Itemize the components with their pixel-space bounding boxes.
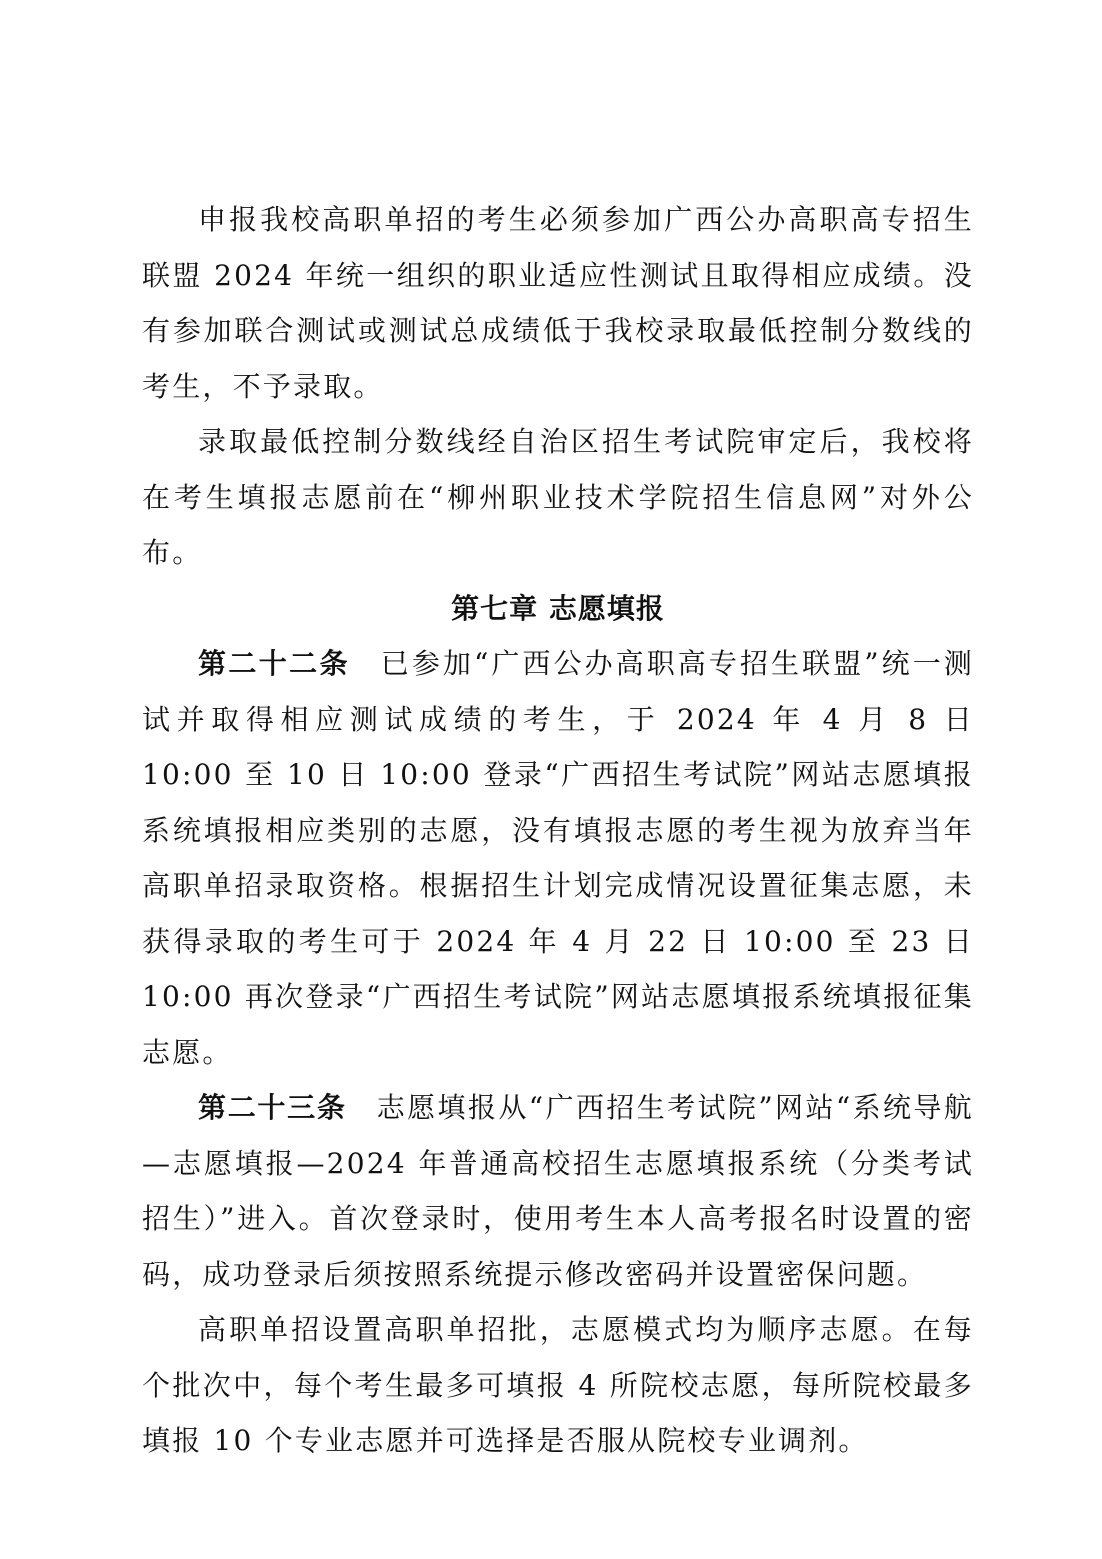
paragraph-volunteer-mode: 高职单招设置高职单招批，志愿模式均为顺序志愿。在每个批次中，每个考生最多可填报 4 所院校志愿，每所院校最多填报 10 个专业志愿并可选择是否服从院校专业调剂。 xyxy=(142,1313,974,1457)
article-23-label: 第二十三条 xyxy=(198,1091,347,1124)
article-22 xyxy=(142,636,974,1080)
paragraph-score-announcement: 录取最低控制分数线经自治区招生考试院审定后，我校将在考生填报志愿前在“柳州职业技术学院招生信息网”对外公布。 xyxy=(142,425,974,569)
document-page xyxy=(142,192,974,1469)
paragraph-test-requirement: 申报我校高职单招的考生必须参加广西公办高职高专招生联盟 2024 年统一组织的职业适应性测试且取得相应成绩。没有参加联合测试或测试总成绩低于我校录取最低控制分数线的考生，不予录取。 xyxy=(142,203,974,403)
article-22-label: 第二十二条 xyxy=(198,647,350,680)
article-22-text: 已参加“广西公办高职高专招生联盟”统一测试并取得相应测试成绩的考生，于 2024 年 4 月 8 日 10:00 至 10 日 10:00 登录“广西招生考试院”网站志愿填报系统填报相应类别的志愿，没有填报志愿的考生视为放弃当年高职单招录取资格。根据招生计划完成情况设置征集志愿，未获得录取的考生可于 2024 年 4 月 22 日 10:00 至 23 日 10:00 再次登录“广西招生考试院”网站志愿填报系统填报征集志愿。 xyxy=(142,647,974,1069)
chapter-title: 第七章 志愿填报 xyxy=(451,591,665,625)
article-23 xyxy=(142,1080,974,1302)
article-23-text: 志愿填报从“广西招生考试院”网站“系统导航—志愿填报—2024 年普通高校招生志愿填报系统（分类考试招生）”进入。首次登录时，使用考生本人高考报名时设置的密码，成功登录后须按照系统提示修改密码并设置密保问题。 xyxy=(142,1091,974,1291)
